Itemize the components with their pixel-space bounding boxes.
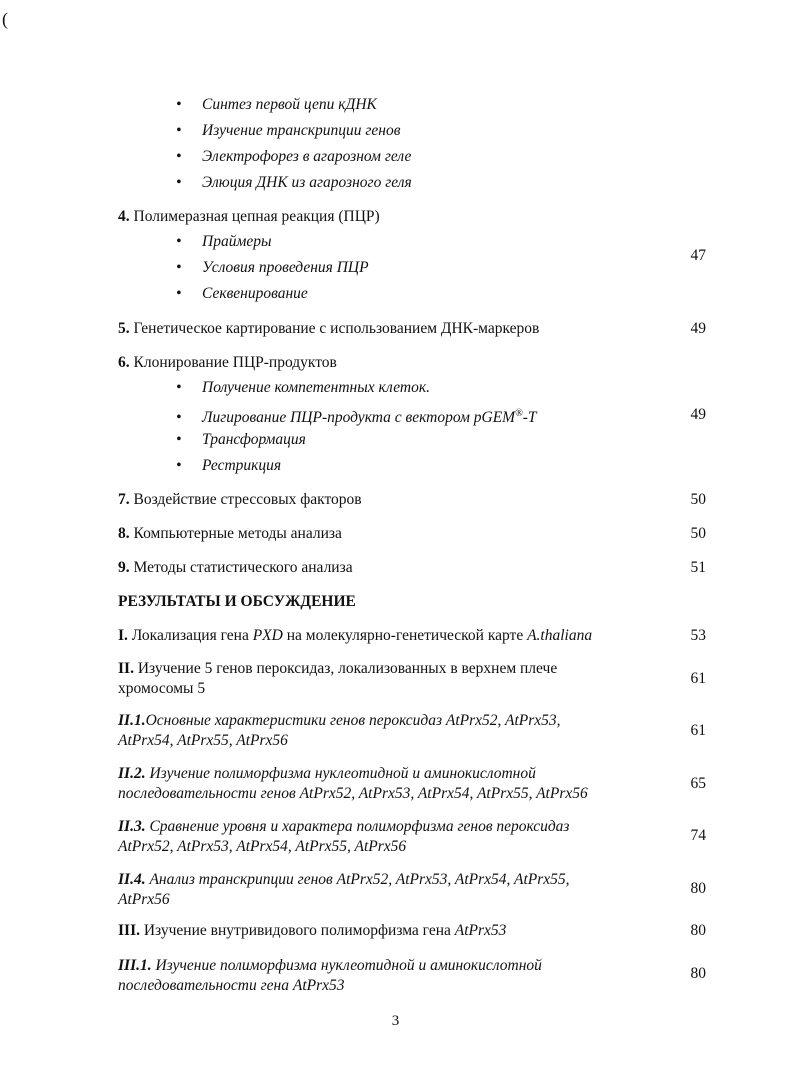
- page-ref: 61: [690, 670, 706, 687]
- toc-entry-III-1: III.1. Изучение полиморфизма нуклеотидной и аминокислотной последовательности гена AtPrx53: [118, 957, 542, 994]
- toc-entry-II: II. Изучение 5 генов пероксидаз, локализованных в верхнем плече хромосомы 5: [118, 660, 558, 697]
- list-item: • Получение компетентных клеток.: [176, 379, 430, 396]
- page-ref: 50: [690, 525, 706, 542]
- list-item: • Изучение транскрипции генов: [176, 122, 401, 139]
- toc-entry-II-1: II.1.Основные характеристики генов пероксидаз AtPrx52, AtPrx53, AtPrx54, AtPrx55, AtPrx56: [118, 712, 561, 749]
- list-item: • Рестрикция: [176, 457, 282, 474]
- list-item: • Лигирование ПЦР-продукта с вектором pGEM®-T: [176, 408, 537, 427]
- toc-entry-I: I. Локализация гена PXD на молекулярно-генетической карте A.thaliana: [118, 627, 593, 644]
- toc-entry-III: III. Изучение внутривидового полиморфизма гена AtPrx53: [118, 922, 507, 939]
- page-ref: 50: [690, 491, 706, 508]
- toc-entry-II-2: II.2. Изучение полиморфизма нуклеотидной и аминокислотной последовательности генов AtPrx52, AtPrx53, AtPrx54, AtPrx55, AtPrx56: [118, 765, 588, 802]
- list-item: • Праймеры: [176, 233, 272, 250]
- list-item: • Трансформация: [176, 431, 306, 448]
- page-ref: 51: [690, 559, 706, 576]
- page-corner-mark: (: [2, 9, 8, 29]
- section-heading: РЕЗУЛЬТАТЫ И ОБСУЖДЕНИЕ: [118, 593, 356, 610]
- page-number: 3: [391, 1013, 400, 1029]
- toc-entry-5: 5. Генетическое картирование с использованием ДНК-маркеров: [118, 320, 540, 337]
- toc-entry-8: 8. Компьютерные методы анализа: [118, 525, 342, 542]
- list-item: • Синтез первой цепи кДНК: [176, 96, 377, 113]
- list-item: • Элюция ДНК из агарозного геля: [176, 174, 412, 191]
- page-ref: 74: [690, 827, 706, 844]
- page-ref: 53: [690, 627, 706, 644]
- page-ref: 49: [690, 406, 706, 423]
- toc-entry-II-3: II.3. Сравнение уровня и характера полиморфизма генов пероксидаз AtPrx52, AtPrx53, AtPrx54, AtPrx55, AtPrx56: [118, 818, 570, 855]
- toc-entry-6: 6. Клонирование ПЦР-продуктов: [118, 354, 337, 371]
- toc-entry-9: 9. Методы статистического анализа: [118, 559, 353, 576]
- page-ref: 61: [690, 722, 706, 739]
- toc-entry-7: 7. Воздействие стрессовых факторов: [118, 491, 362, 508]
- page-ref: 49: [690, 320, 706, 337]
- page-ref: 47: [690, 247, 706, 264]
- list-item: • Условия проведения ПЦР: [176, 259, 369, 276]
- page-ref: 65: [690, 775, 706, 792]
- page-ref: 80: [690, 965, 706, 982]
- toc-entry-4: 4. Полимеразная цепная реакция (ПЦР): [118, 208, 380, 225]
- page-ref: 80: [690, 922, 706, 939]
- list-item: • Секвенирование: [176, 285, 308, 302]
- page-ref: 80: [690, 880, 706, 897]
- list-item: • Электрофорез в агарозном геле: [176, 148, 412, 165]
- toc-entry-II-4: II.4. Анализ транскрипции генов AtPrx52, AtPrx53, AtPrx54, AtPrx55, AtPrx56: [118, 871, 570, 908]
